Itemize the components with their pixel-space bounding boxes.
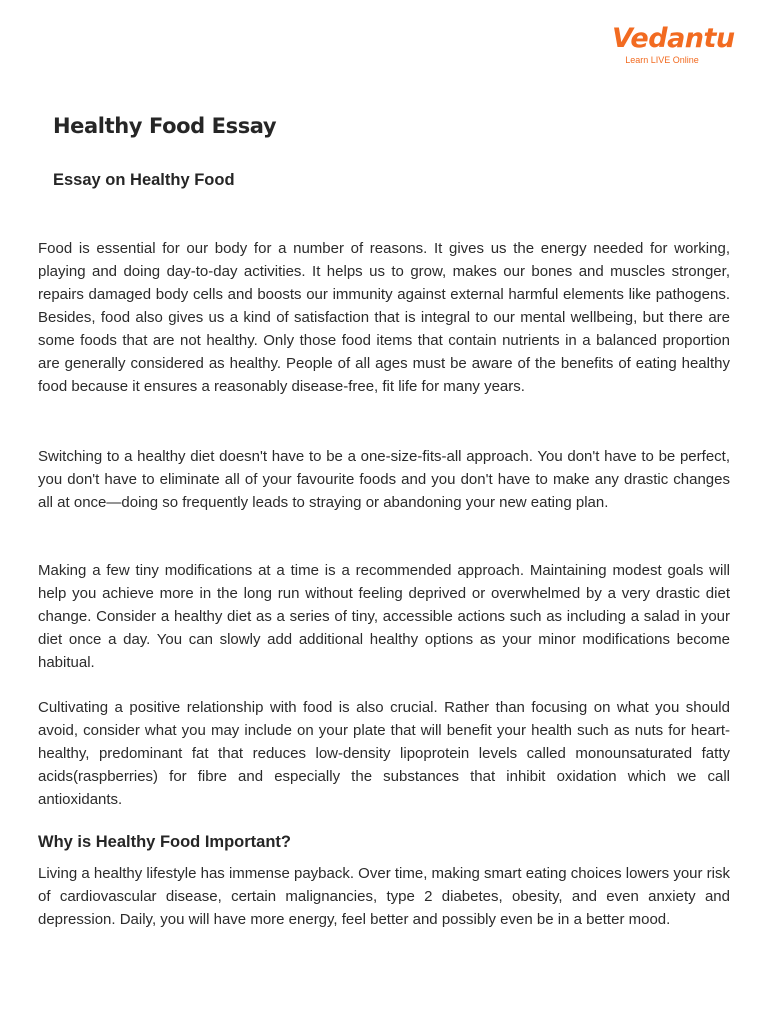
paragraph-intro: Food is essential for our body for a number of reasons. It gives us the energy needed for working, playing and doing day-to-day activities. It helps us to grow, makes our bones and muscles stronger, repairs damaged body cells and boosts our immunity against external harmful elements like pathogens. Besides, food also gives us a kind of satisfaction that is integral to our mental wellbeing, but there are some foods that are not healthy. Only those food items that contain nutrients in a balanced proportion are generally considered as healthy. People of all ages must be aware of the benefits of eating healthy food because it ensures a reasonably disease-free, fit life for many years.: [38, 240, 730, 395]
logo-tagline: Learn LIVE Online: [625, 55, 699, 65]
essay-subtitle: Essay on Healthy Food: [53, 171, 235, 189]
vedantu-logo: [612, 22, 735, 66]
page-title: Healthy Food Essay: [53, 114, 277, 138]
section-heading-importance: Why is Healthy Food Important?: [38, 833, 292, 851]
paragraph-modifications: Making a few tiny modifications at a time is a recommended approach. Maintaining modest goals will help you achieve more in the long run without feeling deprived or overwhelmed by a very drastic diet change. Consider a healthy diet as a series of tiny, accessible actions such as including a salad in your diet once a day. You can slowly add additional healthy options as your minor modifications become habitual.: [38, 562, 730, 671]
paragraph-relationship: Cultivating a positive relationship with food is also crucial. Rather than focusing on what you should avoid, consider what you may include on your plate that will benefit your health such as nuts for heart-healthy, predominant fat that reduces low-density lipoprotein levels called monounsaturated fatty acids(raspberries) for fibre and especially the substances that inhibit oxidation which we call antioxidants.: [38, 699, 730, 808]
logo-wordmark: Vedantu: [612, 23, 735, 54]
paragraph-switching-diet: Switching to a healthy diet doesn't have to be a one-size-fits-all approach. You don't have to be perfect, you don't have to eliminate all of your favourite foods and you don't have to make any drastic changes all at once—doing so frequently leads to straying or abandoning your new eating plan.: [38, 448, 730, 511]
paragraph-importance: Living a healthy lifestyle has immense payback. Over time, making smart eating choices lowers your risk of cardiovascular disease, certain malignancies, type 2 diabetes, obesity, and even anxiety and depression. Daily, you will have more energy, feel better and possibly even be in a better mood.: [38, 865, 730, 928]
